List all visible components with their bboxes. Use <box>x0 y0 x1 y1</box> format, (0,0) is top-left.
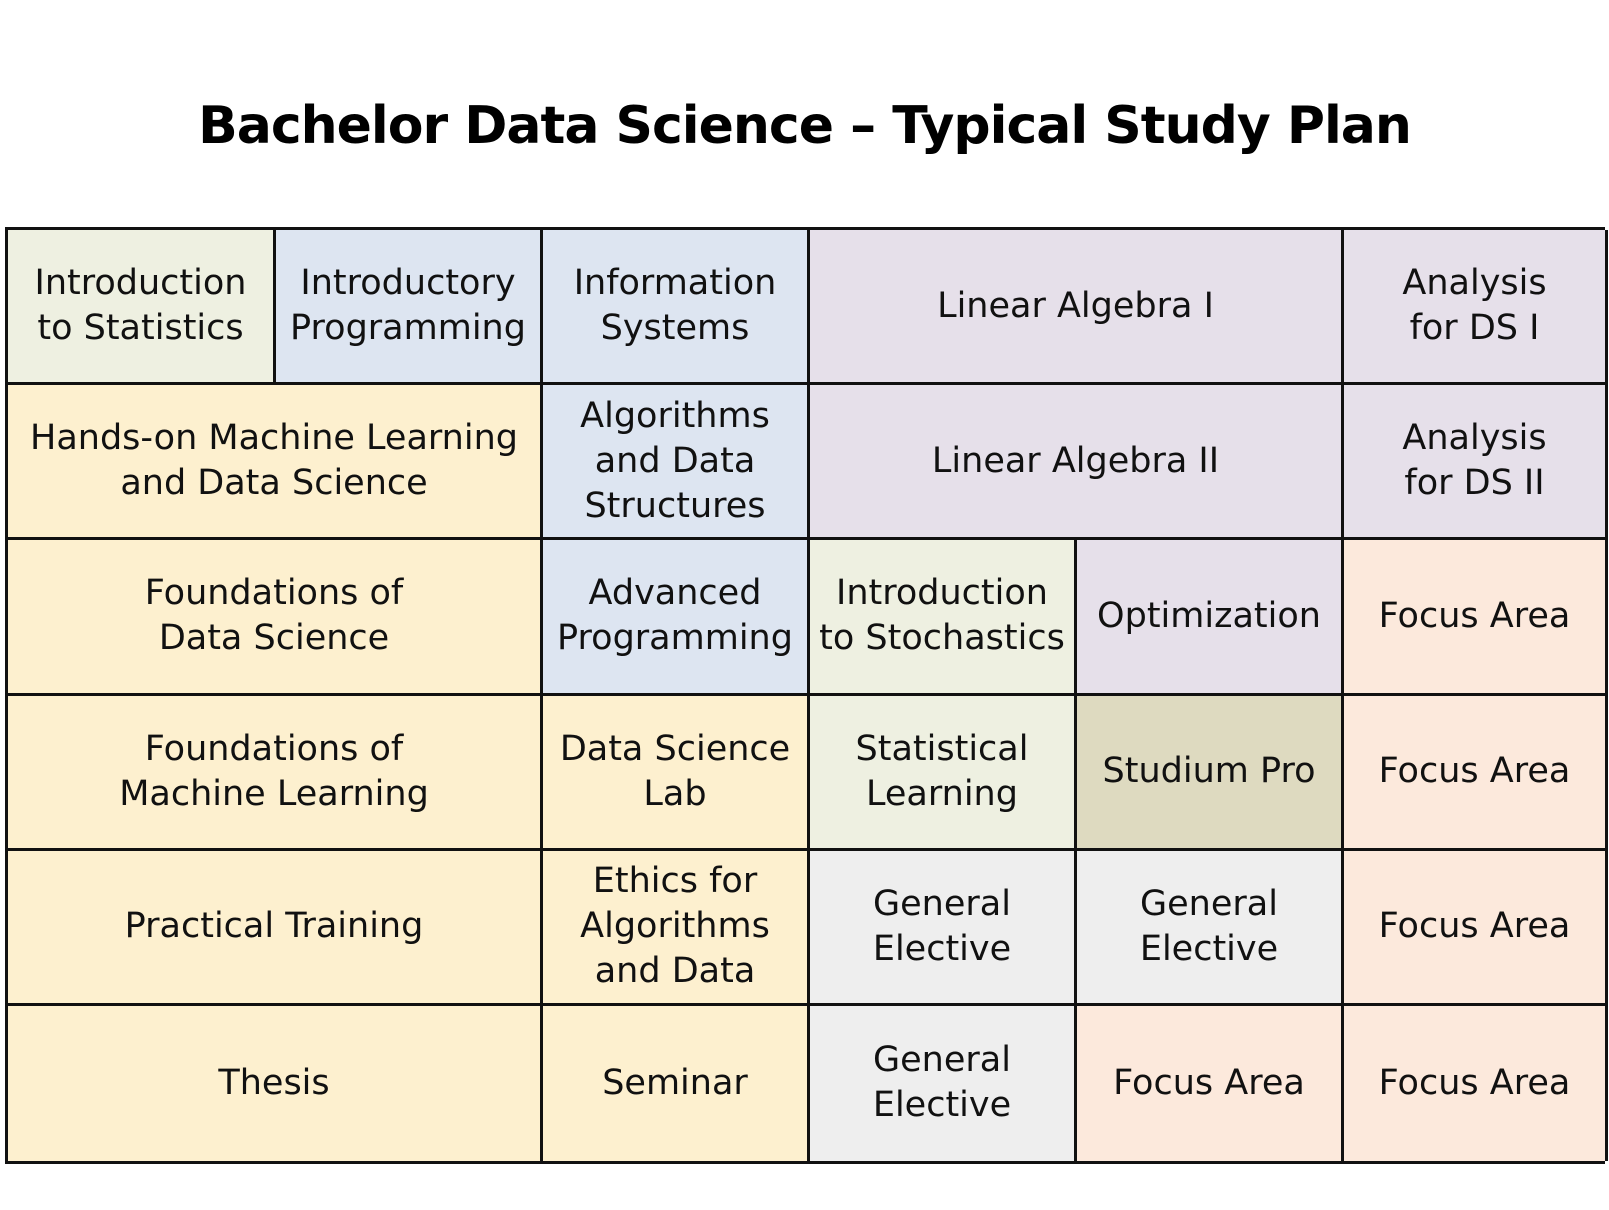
course-introductory-programming: Introductory Programming <box>276 230 543 385</box>
course-linear-algebra-1: Linear Algebra I <box>810 230 1344 385</box>
course-advanced-programming: Advanced Programming <box>543 540 810 695</box>
course-linear-algebra-2: Linear Algebra II <box>810 385 1344 540</box>
course-general-elective: General Elective <box>810 851 1077 1006</box>
course-introduction-to-stochastics: Introduction to Stochastics <box>810 540 1077 695</box>
course-statistical-learning: Statistical Learning <box>810 696 1077 851</box>
course-information-systems: Information Systems <box>543 230 810 385</box>
course-data-science-lab: Data Science Lab <box>543 696 810 851</box>
course-ethics-algorithms-data: Ethics for Algorithms and Data <box>543 851 810 1006</box>
course-foundations-ml: Foundations of Machine Learning <box>8 696 543 851</box>
course-general-elective: General Elective <box>1077 851 1344 1006</box>
course-thesis: Thesis <box>8 1006 543 1161</box>
course-introduction-to-statistics: Introduction to Statistics <box>8 230 276 385</box>
course-focus-area: Focus Area <box>1077 1006 1344 1161</box>
course-focus-area: Focus Area <box>1344 696 1608 851</box>
course-practical-training: Practical Training <box>8 851 543 1006</box>
course-focus-area: Focus Area <box>1344 851 1608 1006</box>
course-algorithms-data-structures: Algorithms and Data Structures <box>543 385 810 540</box>
study-plan-grid <box>5 227 1605 1164</box>
course-focus-area: Focus Area <box>1344 540 1608 695</box>
course-analysis-ds-2: Analysis for DS II <box>1344 385 1608 540</box>
course-analysis-ds-1: Analysis for DS I <box>1344 230 1608 385</box>
course-optimization: Optimization <box>1077 540 1344 695</box>
course-hands-on-ml: Hands-on Machine Learning and Data Science <box>8 385 543 540</box>
course-focus-area: Focus Area <box>1344 1006 1608 1161</box>
course-foundations-data-science: Foundations of Data Science <box>8 540 543 695</box>
course-seminar: Seminar <box>543 1006 810 1161</box>
page-title: Bachelor Data Science – Typical Study Plan <box>198 96 1411 156</box>
course-general-elective: General Elective <box>810 1006 1077 1161</box>
course-studium-pro: Studium Pro <box>1077 696 1344 851</box>
